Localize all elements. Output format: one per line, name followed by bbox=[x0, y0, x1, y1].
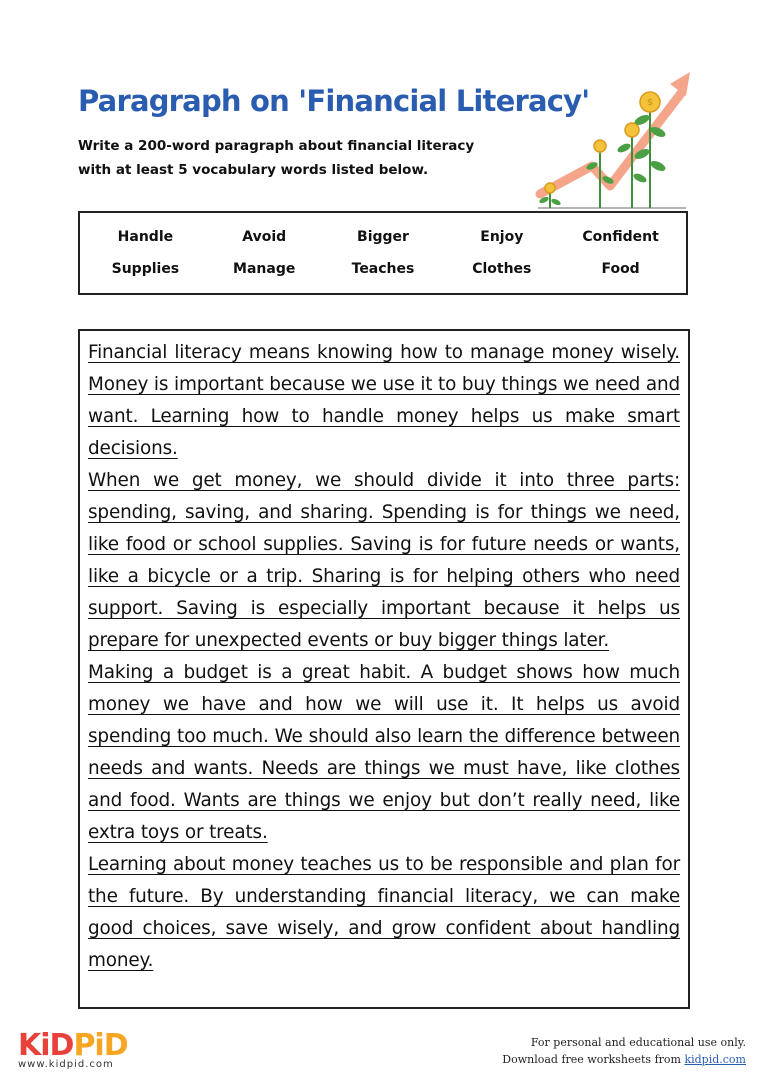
vocab-word: Bigger bbox=[357, 229, 409, 245]
paragraph: When we get money, we should divide it into three parts: spending, saving, and sharing. Spending is for things we need, like food or school supplies. Saving is for future needs or wants, like a bicycle or a trip. Sharing is for helping others who need support. Saving is especially important because it helps us prepare for unexpected events or buy bigger things later. bbox=[88, 470, 680, 651]
logo-part-pid: PiD bbox=[73, 1028, 128, 1063]
paragraph: Making a budget is a great habit. A budget shows how much money we have and how we will use it. It helps us avoid spending too much. We should also learn the difference between needs and wants. Needs are things we must have, like clothes and food. Wants are things we enjoy but don’t really need, like extra toys or treats. bbox=[88, 662, 680, 843]
instructions bbox=[78, 134, 518, 182]
instructions-line-2: with at least 5 vocabulary words listed below. bbox=[78, 162, 429, 178]
footer-note-line-1: For personal and educational use only. bbox=[530, 1036, 746, 1049]
vocab-word: Teaches bbox=[351, 261, 415, 277]
logo-url: www.kidpid.com bbox=[18, 1059, 114, 1070]
vocab-word: Clothes bbox=[472, 261, 532, 277]
paragraph-box bbox=[78, 329, 690, 1009]
svg-text:$: $ bbox=[646, 98, 654, 108]
vocab-word: Supplies bbox=[111, 261, 180, 277]
footer-note-prefix: Download free worksheets from bbox=[502, 1053, 685, 1066]
vocab-word: Avoid bbox=[242, 229, 287, 245]
kidpid-link[interactable]: kidpid.com bbox=[684, 1053, 746, 1066]
growth-chart-illustration bbox=[532, 62, 692, 212]
instructions-line-1: Write a 200-word paragraph about financial literacy bbox=[78, 138, 475, 154]
logo-wordmark bbox=[18, 1028, 128, 1063]
logo-part-kid: KiD bbox=[18, 1028, 74, 1063]
footer-note bbox=[502, 1034, 746, 1068]
paragraph: Learning about money teaches us to be responsible and plan for the future. By understanding financial literacy, we can make good choices, save wisely, and grow confident about handling money. bbox=[88, 854, 680, 971]
kidpid-logo[interactable] bbox=[18, 1028, 128, 1070]
vocab-word: Manage bbox=[233, 261, 296, 277]
vocab-word: Enjoy bbox=[480, 229, 524, 245]
vocabulary-box bbox=[78, 211, 688, 295]
footer-note-line-2 bbox=[502, 1051, 746, 1068]
page-title: Paragraph on 'Financial Literacy' bbox=[78, 84, 590, 118]
vocab-word: Food bbox=[601, 261, 640, 277]
vocab-word: Confident bbox=[582, 229, 659, 245]
paragraph: Financial literacy means knowing how to manage money wisely. Money is important because we use it to buy things we need and want. Learning how to handle money helps us make smart decisions. bbox=[88, 342, 680, 459]
vocab-word: Handle bbox=[117, 229, 174, 245]
